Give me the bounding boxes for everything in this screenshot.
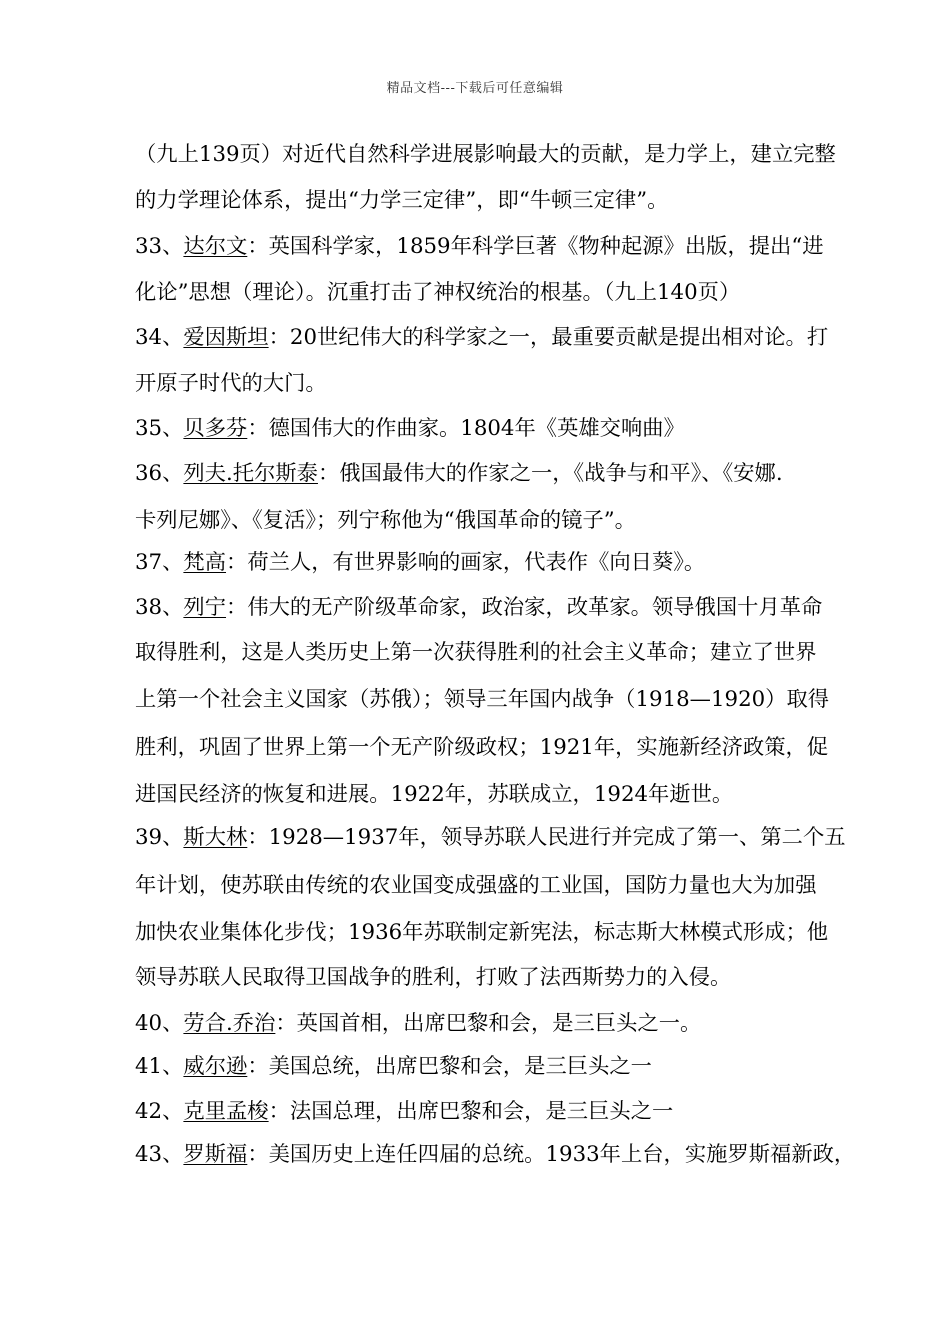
entry-37: 37、梵高：荷兰人，有世界影响的画家，代表作《向日葵》。	[135, 550, 706, 575]
text-line: 领导苏联人民取得卫国战争的胜利，打败了法西斯势力的入侵。	[135, 965, 732, 990]
text-line: 的力学理论体系，提出“力学三定律”，即“牛顿三定律”。	[135, 188, 669, 213]
person-name: 威尔逊	[183, 1054, 248, 1079]
text-line: （九上139页）对近代自然科学进展影响最大的贡献，是力学上，建立完整	[135, 142, 836, 167]
text-line: 加快农业集体化步伐；1936年苏联制定新宪法，标志斯大林模式形成；他	[135, 920, 829, 945]
entry-41: 41、威尔逊：美国总统，出席巴黎和会，是三巨头之一	[135, 1054, 652, 1079]
text-line: 化论”思想（理论）。沉重打击了神权统治的根基。（九上140页）	[135, 280, 741, 305]
entry-42: 42、克里孟梭：法国总理，出席巴黎和会，是三巨头之一	[135, 1099, 674, 1124]
person-name: 爱因斯坦	[183, 325, 269, 350]
entry-34: 34、爱因斯坦：20世纪伟大的科学家之一，最重要贡献是提出相对论。打	[135, 325, 829, 350]
person-name: 罗斯福	[183, 1142, 248, 1167]
entry-43: 43、罗斯福：美国历史上连任四届的总统。1933年上台，实施罗斯福新政，	[135, 1142, 856, 1167]
text-line: 开原子时代的大门。	[135, 371, 327, 396]
text-line: 年计划，使苏联由传统的农业国变成强盛的工业国，国防力量也大为加强	[135, 873, 817, 898]
person-name: 斯大林	[183, 825, 248, 850]
person-name: 列宁	[183, 595, 227, 620]
entry-39: 39、斯大林：1928—1937年，领导苏联人民进行并完成了第一、第二个五	[135, 825, 846, 850]
page-header: 精品文档---下载后可任意编辑	[386, 81, 564, 96]
entry-35: 35、贝多芬：德国伟大的作曲家。1804年《英雄交响曲》	[135, 416, 685, 441]
text-line: 上第一个社会主义国家（苏俄）；领导三年国内战争（1918—1920）取得	[135, 687, 830, 712]
entry-33: 33、达尔文：英国科学家，1859年科学巨著《物种起源》出版，提出“进	[135, 234, 824, 259]
person-name: 克里孟梭	[183, 1099, 269, 1124]
person-name: 列夫.托尔斯泰	[183, 461, 318, 486]
entry-38: 38、列宁：伟大的无产阶级革命家，政治家，改革家。领导俄国十月革命	[135, 595, 823, 620]
text-line: 进国民经济的恢复和进展。1922年，苏联成立，1924年逝世。	[135, 782, 734, 807]
text-line: 胜利，巩固了世界上第一个无产阶级政权；1921年，实施新经济政策，促	[135, 735, 829, 760]
person-name: 梵高	[183, 550, 227, 575]
text-line: 取得胜利，这是人类历史上第一次获得胜利的社会主义革命；建立了世界	[135, 640, 817, 665]
person-name: 劳合.乔治	[183, 1011, 276, 1036]
entry-36: 36、列夫.托尔斯泰：俄国最伟大的作家之一，《战争与和平》、《安娜.	[135, 461, 783, 486]
person-name: 贝多芬	[183, 416, 248, 441]
text-line: 卡列尼娜》、《复活》；列宁称他为“俄国革命的镜子”。	[135, 508, 636, 533]
entry-40: 40、劳合.乔治：英国首相，出席巴黎和会，是三巨头之一。	[135, 1011, 702, 1036]
person-name: 达尔文	[183, 234, 248, 259]
